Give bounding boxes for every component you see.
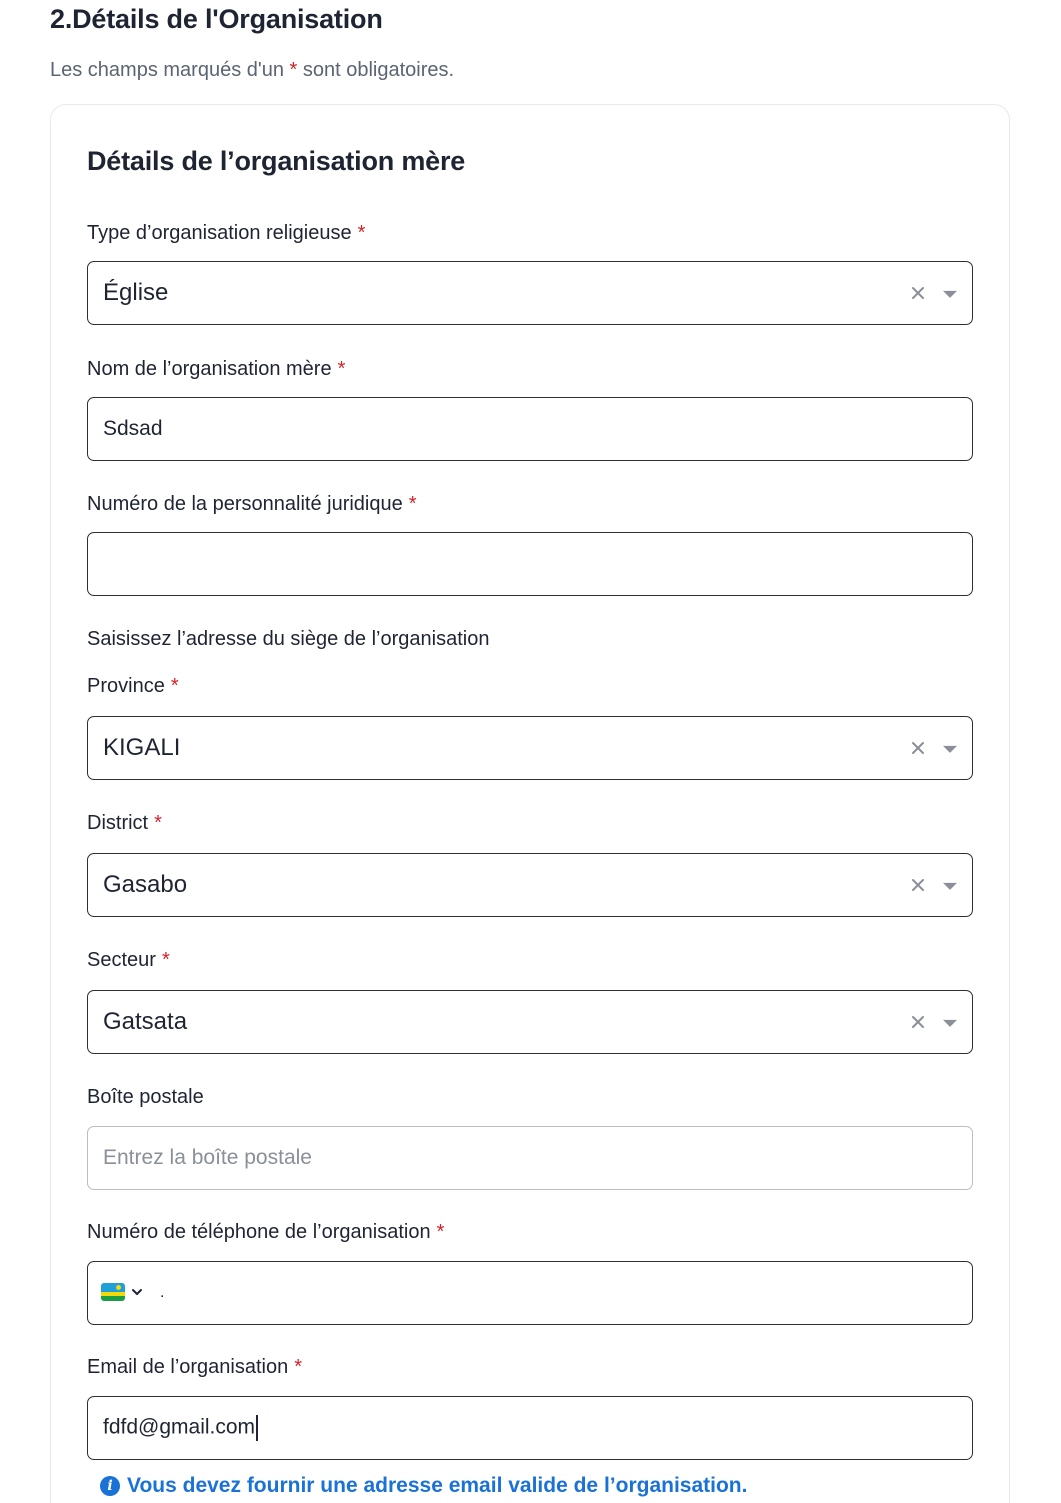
- email-info-message: [100, 1474, 747, 1498]
- required-star: *: [408, 493, 417, 515]
- religious-type-select[interactable]: [87, 261, 973, 325]
- district-select[interactable]: [87, 853, 973, 917]
- required-note-text-end: sont obligatoires.: [297, 59, 455, 81]
- email-value: fdfd@gmail.com: [103, 1415, 256, 1439]
- sector-value: Gatsata: [103, 1008, 188, 1035]
- religious-type-label-text: Type d’organisation religieuse: [87, 222, 352, 244]
- province-value: KIGALI: [103, 734, 181, 761]
- dropdown-arrow-icon[interactable]: [943, 1020, 957, 1027]
- clear-icon[interactable]: [910, 1014, 926, 1030]
- required-star: *: [154, 812, 162, 834]
- religious-type-label: [87, 222, 365, 245]
- info-circle-icon: i: [100, 1476, 120, 1496]
- phone-label: [87, 1221, 444, 1244]
- district-value: Gasabo: [103, 871, 188, 898]
- legal-number-input[interactable]: [87, 532, 973, 596]
- po-box-label: Boîte postale: [87, 1086, 204, 1108]
- clear-icon[interactable]: [910, 285, 926, 301]
- clear-icon[interactable]: [910, 740, 926, 756]
- phone-input[interactable]: [87, 1261, 973, 1325]
- parent-name-label: [87, 358, 345, 381]
- province-label-text: Province: [87, 675, 165, 697]
- sector-label: [87, 949, 170, 972]
- parent-name-label-text: Nom de l’organisation mère: [87, 358, 332, 380]
- sector-select[interactable]: [87, 990, 973, 1054]
- dropdown-arrow-icon[interactable]: [943, 746, 957, 753]
- address-heading: Saisissez l’adresse du siège de l’organisation: [87, 628, 490, 650]
- email-input[interactable]: [87, 1396, 973, 1460]
- required-star: *: [294, 1356, 303, 1378]
- province-label: [87, 675, 179, 698]
- phone-label-text: Numéro de téléphone de l’organisation: [87, 1221, 431, 1243]
- po-box-placeholder: Entrez la boîte postale: [103, 1146, 312, 1169]
- required-star: *: [436, 1221, 445, 1243]
- religious-type-value: Église: [103, 279, 169, 306]
- po-box-input[interactable]: [87, 1126, 973, 1190]
- email-label-text: Email de l’organisation: [87, 1356, 289, 1378]
- province-select[interactable]: [87, 716, 973, 780]
- district-label-text: District: [87, 812, 149, 834]
- section-title: 2.Détails de l'Organisation: [50, 4, 383, 34]
- email-value-wrapper: [103, 1415, 258, 1441]
- clear-icon[interactable]: [910, 877, 926, 893]
- required-fields-note: [50, 59, 454, 82]
- rwanda-flag-icon[interactable]: [101, 1283, 125, 1301]
- required-star: *: [337, 358, 346, 380]
- chevron-down-icon[interactable]: [130, 1285, 144, 1299]
- required-star: *: [289, 59, 298, 81]
- district-label: [87, 812, 162, 835]
- required-star: *: [357, 222, 366, 244]
- text-cursor: [256, 1415, 258, 1441]
- legal-number-label-text: Numéro de la personnalité juridique: [87, 493, 403, 515]
- required-note-text-start: Les champs marqués d'un: [50, 59, 290, 81]
- parent-name-input[interactable]: [87, 397, 973, 461]
- legal-number-label: [87, 493, 417, 516]
- required-star: *: [161, 949, 170, 971]
- email-label: [87, 1356, 302, 1379]
- card-title: Détails de l’organisation mère: [87, 146, 466, 176]
- email-info-text: Vous devez fournir une adresse email valide de l’organisation.: [127, 1474, 748, 1497]
- dropdown-arrow-icon[interactable]: [943, 291, 957, 298]
- sector-label-text: Secteur: [87, 949, 156, 971]
- parent-name-value: Sdsad: [103, 417, 163, 440]
- required-star: *: [170, 675, 179, 697]
- phone-number-value: .: [160, 1284, 165, 1301]
- dropdown-arrow-icon[interactable]: [943, 883, 957, 890]
